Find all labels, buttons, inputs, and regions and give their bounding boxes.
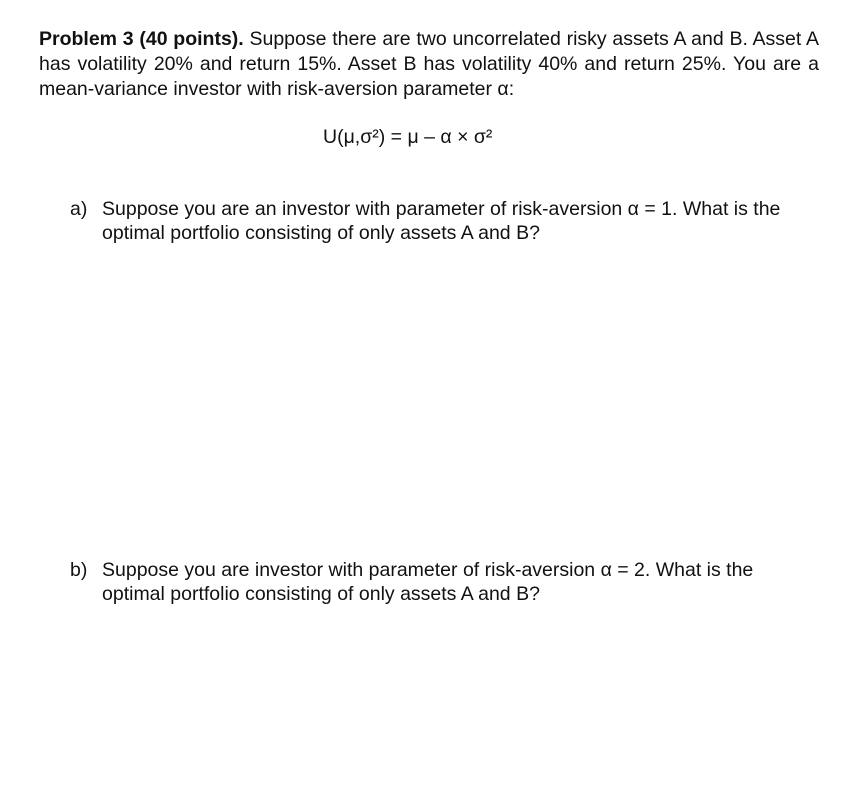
problem-heading: Problem 3 (40 points).	[39, 28, 244, 50]
problem-intro	[39, 27, 819, 102]
utility-formula-text: U(μ,σ²) = μ – α × σ²	[323, 126, 493, 148]
part-a-marker: a)	[70, 198, 88, 220]
part-b-marker: b)	[70, 559, 88, 581]
problem-statement: Suppose there are two uncorrelated risky assets A and B. Asset A has volatility 20% and return 15%. Asset B has volatility 40% and return 25%. You are a mean-variance investor with risk-aversion parameter α:	[39, 28, 819, 100]
part-a	[70, 197, 810, 245]
part-b-text: Suppose you are investor with parameter of risk-aversion α = 2. What is the optimal portfolio consisting of only assets A and B?	[102, 559, 754, 605]
part-a-text: Suppose you are an investor with parameter of risk-aversion α = 1. What is the optimal portfolio consisting of only assets A and B?	[102, 198, 781, 244]
part-b	[70, 558, 810, 606]
